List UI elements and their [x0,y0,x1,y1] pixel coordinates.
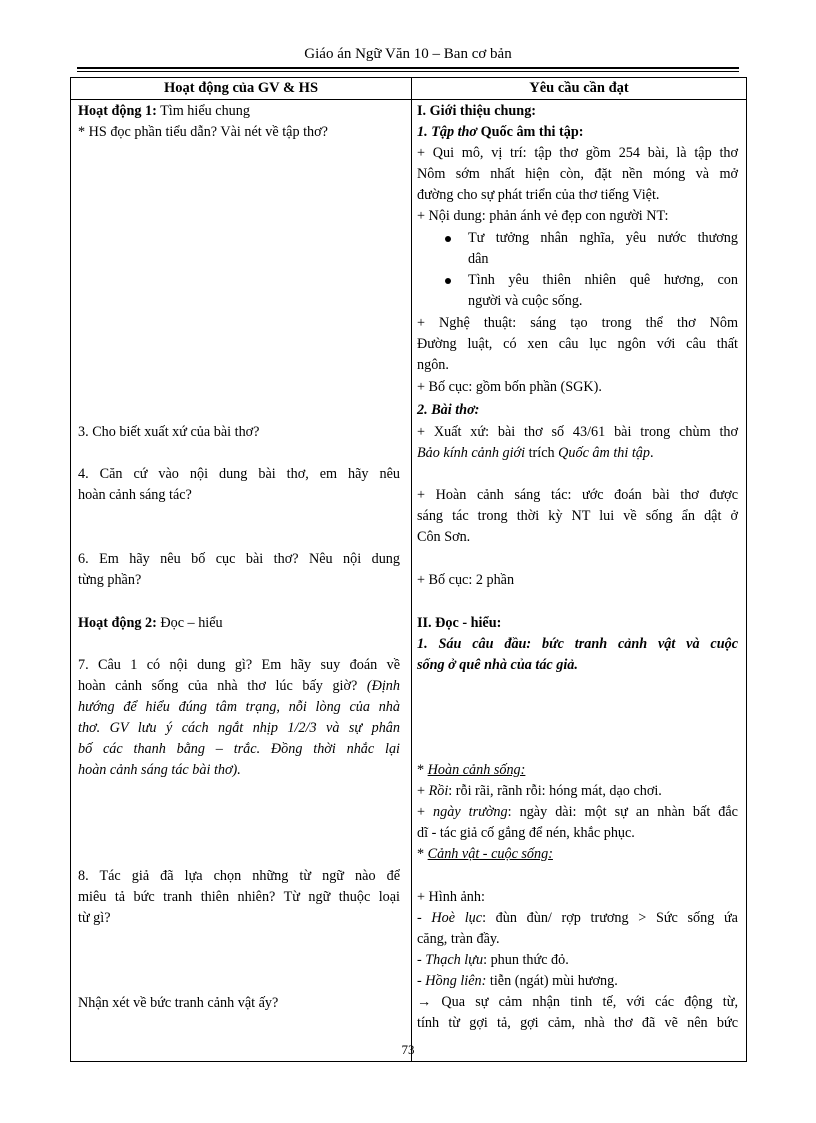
bullet-item-1: Tư tưởng nhân nghĩa, yêu nước thương [468,230,738,246]
col-header-right: Yêu cầu cần đạt [412,78,747,100]
conclusion-line: → Qua sự cảm nhận tinh tế, với các động từ, [417,994,738,1010]
question-7-line: hướng để hiểu đúng tâm trạng, nỗi lòng của nhà [78,699,400,715]
right-column [412,100,746,1061]
question-9: Nhận xét về bức tranh cảnh vật ấy? [78,995,279,1011]
question-3: 3. Cho biết xuất xứ của bài thơ? [78,424,260,440]
hoe-luc-line: - Hoè lục: đùn đùn/ rợp trương > Sức sống ứa [417,910,738,926]
living-heading: * Hoàn cảnh sống: [417,762,526,778]
question-8-line: từ gì? [78,910,111,926]
page-number: 73 [401,1042,415,1057]
section-2-title: II. Đọc - hiểu: [417,615,502,631]
question-7-line: hoàn cảnh sáng tác bài thơ). [78,762,241,778]
roi-line: + Rồi: rỗi rãi, rãnh rỗi: hóng mát, dạo chơi. [417,783,662,799]
bullet-item-1: dân [468,251,489,267]
question-8-line: miêu tả bức tranh thiên nhiên? Từ ngữ thuộc loại [78,889,400,905]
hong-lien-line: - Hồng liên: tiễn (ngát) mùi hương. [417,973,618,989]
subsection-1a-title: 1. Tập thơ Quốc âm thi tập: [417,124,584,140]
question-7-line: bố các thanh bằng – trắc. Đồng thời nhắc lại [78,741,400,757]
hoe-luc-line: căng, tràn đầy. [417,931,500,947]
structure-line: + Bố cục: gồm bốn phần (SGK). [417,379,602,395]
ngay-truong-line: dĩ - tác giả cố gắng để nén, khắc phục. [417,825,635,841]
question-7-line: hoàn cảnh sống của nhà thơ lúc bấy giờ? (Định [78,678,400,694]
subsection-2a-title: 1. Sáu câu đầu: bức tranh cảnh vật và cuộc [417,636,738,652]
question-intro: * HS đọc phần tiểu dẫn? Vài nét về tập thơ? [78,124,328,140]
section-1-title: I. Giới thiệu chung: [417,103,537,119]
scope-line: Nôm sớm nhất hiện còn, đặt nền móng và mở [417,166,738,182]
question-7-line: 7. Câu 1 có nội dung gì? Em hãy suy đoán về [78,657,400,673]
activity-1-heading: Hoạt động 1: Tìm hiểu chung [78,103,250,119]
thach-luu-line: - Thạch lựu: phun thức đỏ. [417,952,569,968]
content-line: + Nội dung: phản ánh vẻ đẹp con người NT: [417,208,669,224]
scope-line: đường cho sự phát triển của thơ tiếng Việt. [417,187,660,203]
origin-line: + Xuất xứ: bài thơ số 43/61 bài trong chùm thơ [417,424,738,440]
header-rule-thick [77,67,739,69]
bullet-icon [445,236,451,242]
context-line: Côn Sơn. [417,529,471,545]
structure-2-line: + Bố cục: 2 phần [417,572,515,588]
art-line: + Nghệ thuật: sáng tạo trong thể thơ Nôm [417,315,738,331]
question-8-line: 8. Tác giả đã lựa chọn những từ ngữ nào để [78,868,400,884]
scene-heading: * Cảnh vật - cuộc sống: [417,846,553,862]
col-header-left: Hoạt động của GV & HS [71,78,412,100]
left-column [71,100,411,1061]
activity-2-heading: Hoạt động 2: Đọc – hiểu [78,615,223,631]
question-4-line: hoàn cảnh sáng tác? [78,487,192,503]
bullet-icon [445,278,451,284]
arrow-icon: → [417,994,432,1010]
ngay-truong-line: + ngày trường: ngày dài: một sự an nhàn bất đắc [417,804,738,820]
question-7-line: thơ. GV lưu ý cách ngắt nhịp 1/2/3 và sự phân [78,720,400,736]
image-line: + Hình ảnh: [417,889,485,905]
question-4-line: 4. Căn cứ vào nội dung bài thơ, em hãy nêu [78,466,400,482]
lesson-table [70,77,747,1062]
context-line: + Hoàn cảnh sáng tác: ước đoán bài thơ được [417,487,738,503]
page-header: Giáo án Ngữ Văn 10 – Ban cơ bản [304,46,512,62]
subsection-2a-title: sống ở quê nhà của tác giả. [417,657,578,673]
conclusion-line: tính từ gợi tả, gợi cảm, nhà thơ đã vẽ nên bức [417,1015,738,1031]
subsection-2-title: 2. Bài thơ: [417,402,480,418]
bullet-item-2: Tình yêu thiên nhiên quê hương, con [468,272,738,288]
art-line: ngôn. [417,357,449,373]
bullet-item-2: người và cuộc sống. [468,293,583,309]
context-line: sáng tác trong thời kỳ NT lui về sống ẩn dật ở [417,508,738,524]
origin-line: Bảo kính cảnh giới trích Quốc âm thi tập. [417,445,654,461]
question-6-line: 6. Em hãy nêu bố cục bài thơ? Nêu nội dung [78,551,400,567]
question-6-line: từng phần? [78,572,142,588]
scope-line: + Qui mô, vị trí: tập thơ gồm 254 bài, là tập thơ [417,145,738,161]
art-line: Đường luật, có xen câu lục ngôn với câu thất [417,336,738,352]
header-rule-thin [77,71,739,72]
